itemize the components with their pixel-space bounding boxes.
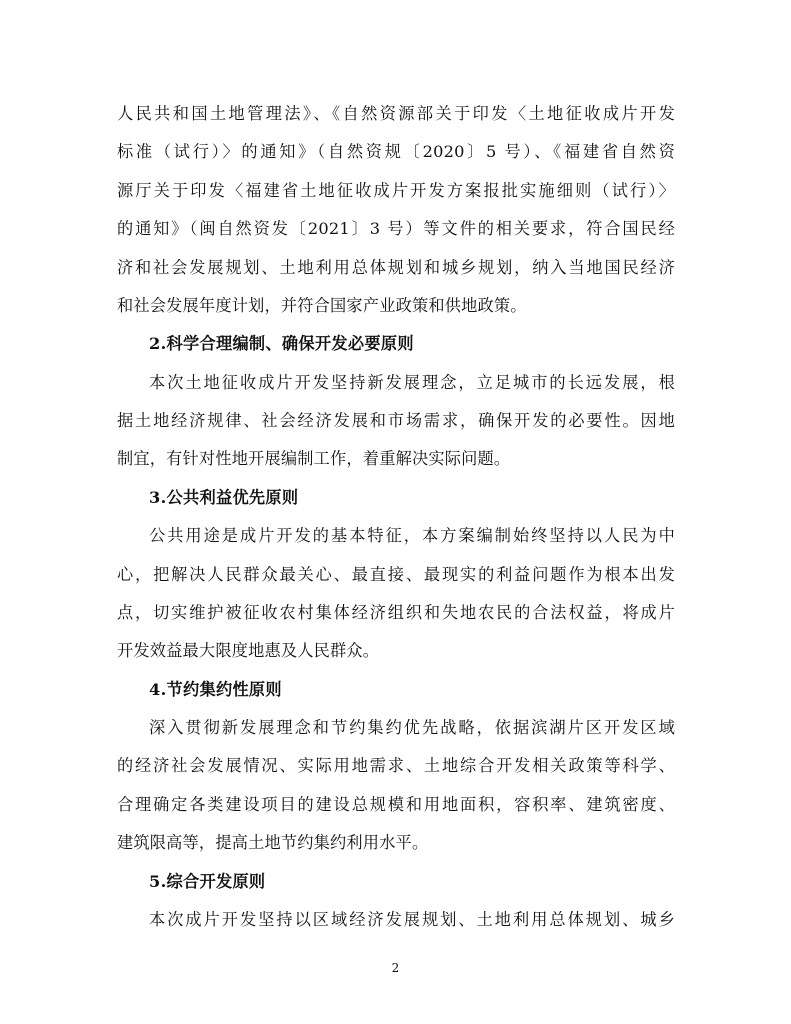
intro-line: 济和社会发展规划、土地利用总体规划和城乡规划，纳入当地国民经济 [117,258,675,277]
section-body-line: 本次土地征收成片开发坚持新发展理念，立足城市的长远发展，根 [149,373,675,392]
section-body-line: 心，把解决人民群众最关心、最直接、最现实的利益问题作为根本出发 [117,565,675,584]
intro-line: 源厅关于印发〈福建省土地征收成片开发方案报批实施细则（试行）〉 [117,181,675,200]
intro-line: 人民共和国土地管理法》、《自然资源部关于印发〈土地征收成片开发 [117,104,675,123]
intro-line: 标准（试行）〉的通知》（自然资规〔2020〕5 号）、《福建省自然资 [117,142,675,161]
intro-line: 和社会发展年度计划，并符合国家产业政策和供地政策。 [117,296,527,315]
section-body-line: 开发效益最大限度地惠及人民群众。 [117,641,380,660]
section-body-line: 的经济社会发展情况、实际用地需求、土地综合开发相关政策等科学、 [117,756,675,775]
section-body-line: 制宜，有针对性地开展编制工作，着重解决实际问题。 [117,449,511,468]
section-heading: 5.综合开发原则 [149,872,266,891]
section-body-line: 点，切实维护被征收农村集体经济组织和失地农民的合法权益，将成片 [117,603,675,622]
intro-line: 的通知》（闽自然资发〔2021〕3 号）等文件的相关要求，符合国民经 [117,219,675,238]
section-heading: 3.公共利益优先原则 [149,488,299,507]
section-heading: 4.节约集约性原则 [149,680,282,699]
section-body-line: 公共用途是成片开发的基本特征，本方案编制始终坚持以人民为中 [149,526,675,545]
section-body-line: 据土地经济规律、社会经济发展和市场需求，确保开发的必要性。因地 [117,411,675,430]
section-body-line: 深入贯彻新发展理念和节约集约优先战略，依据滨湖片区开发区域 [149,718,675,737]
section-body-line: 建筑限高等，提高土地节约集约利用水平。 [117,833,429,852]
section-body-line: 本次成片开发坚持以区域经济发展规划、土地利用总体规划、城乡 [149,910,675,929]
section-heading: 2.科学合理编制、确保开发必要原则 [149,334,414,353]
section-body-line: 合理确定各类建设项目的建设总规模和用地面积，容积率、建筑密度、 [117,795,675,814]
page-number: 2 [391,961,400,975]
